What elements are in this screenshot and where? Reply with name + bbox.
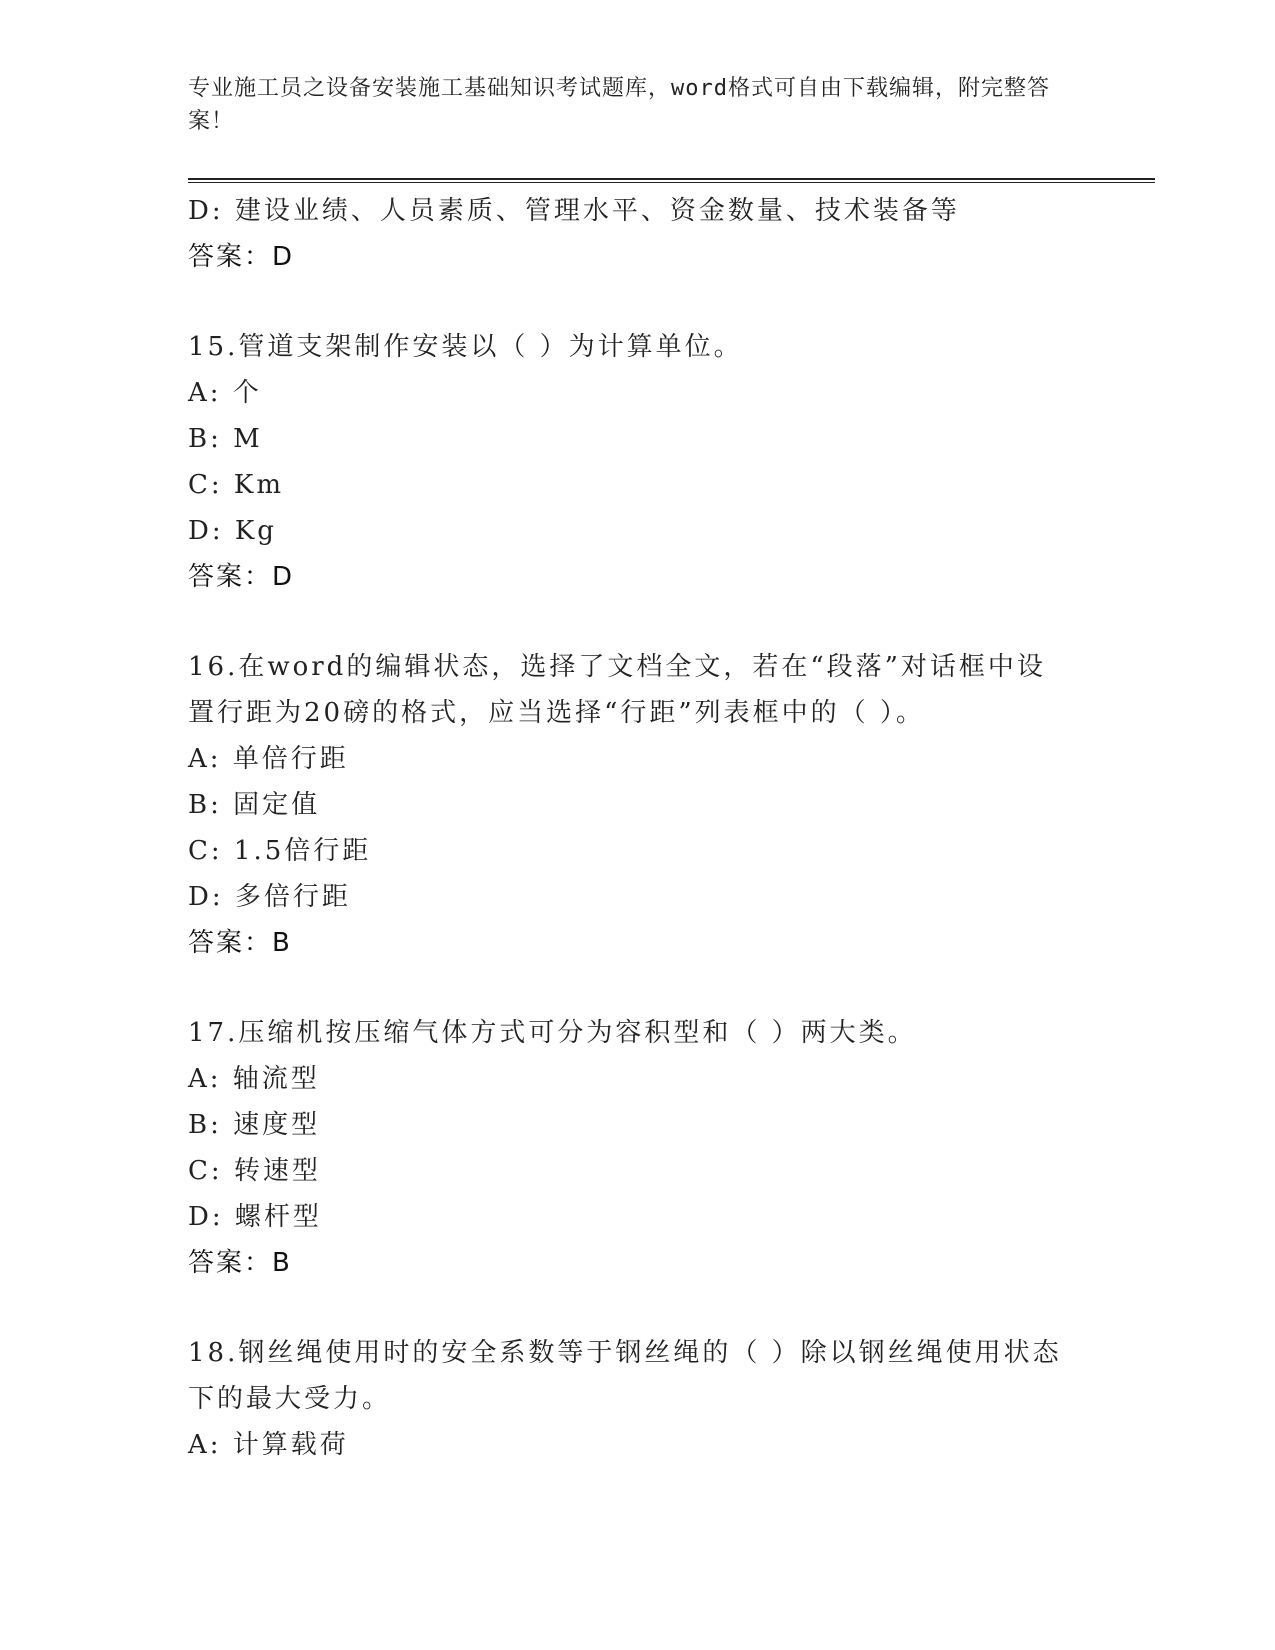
option-b: B: 速度型 [188, 1110, 321, 1140]
prev-question-option-d: D: 建设业绩、人员素质、管理水平、资金数量、技术装备等 [188, 196, 960, 226]
spacer [188, 1286, 1088, 1330]
question-stem: 15.管道支架制作安装以（ ）为计算单位。 [188, 332, 743, 362]
option-d: D: 多倍行距 [188, 882, 351, 912]
option-d: D: Kg [188, 516, 277, 546]
question-answer: 答案：D [188, 562, 295, 592]
question-stem: 17.压缩机按压缩气体方式可分为容积型和（ ）两大类。 [188, 1018, 917, 1048]
option-a: A: 轴流型 [188, 1064, 320, 1094]
option-c: C: Km [188, 470, 284, 500]
question-18 [188, 1330, 1088, 1468]
option-a: A: 计算载荷 [188, 1430, 349, 1460]
option-b: B: M [188, 424, 263, 454]
option-a: A: 个 [188, 378, 262, 408]
option-c: C: 转速型 [188, 1156, 321, 1186]
question-15 [188, 324, 1088, 600]
header-divider [188, 178, 1155, 183]
document-header-text: 专业施工员之设备安装施工基础知识考试题库，word格式可自由下载编辑，附完整答案！ [188, 76, 1050, 134]
question-stem: 18.钢丝绳使用时的安全系数等于钢丝绳的（ ）除以钢丝绳使用状态下的最大受力。 [188, 1338, 1062, 1414]
option-c: C: 1.5倍行距 [188, 836, 372, 866]
spacer [188, 966, 1088, 1010]
question-answer: 答案：B [188, 928, 292, 958]
option-d: D: 螺杆型 [188, 1202, 322, 1232]
spacer [188, 600, 1088, 644]
document-header [188, 72, 1068, 138]
prev-question-answer: 答案：D [188, 242, 295, 272]
question-17 [188, 1010, 1088, 1286]
document-body [188, 188, 1088, 1468]
question-stem: 16.在word的编辑状态，选择了文档全文，若在“段落”对话框中设置行距为20磅的格式，应当选择“行距”列表框中的（ ）。 [188, 652, 1046, 728]
option-b: B: 固定值 [188, 790, 321, 820]
option-a: A: 单倍行距 [188, 744, 349, 774]
spacer [188, 280, 1088, 324]
question-answer: 答案：B [188, 1248, 292, 1278]
question-16 [188, 644, 1088, 966]
